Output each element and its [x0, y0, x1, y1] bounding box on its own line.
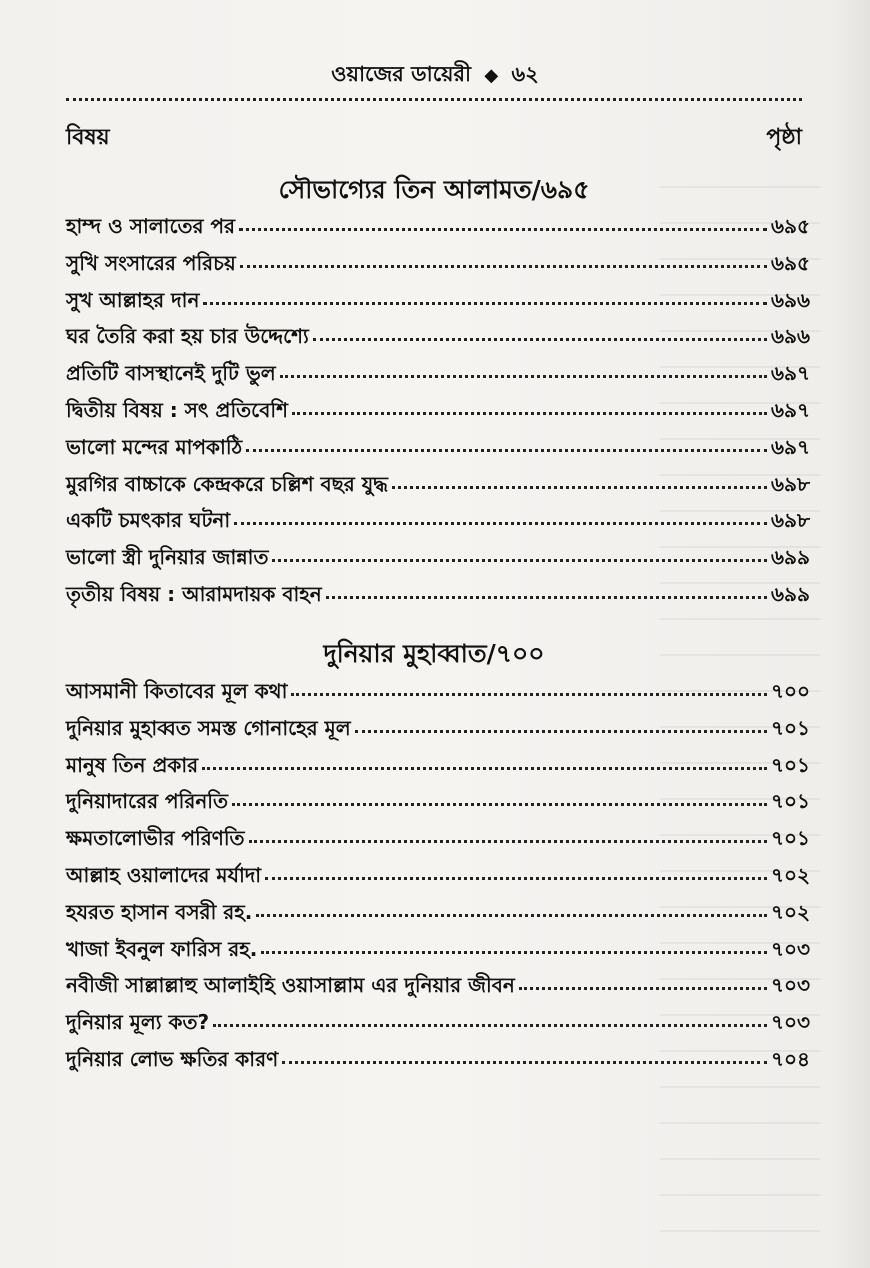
section-title: সৌভাগ্যের তিন আলামত/৬৯৫: [278, 175, 590, 204]
toc-entry: [66, 1045, 810, 1082]
dot-leader: [239, 214, 767, 231]
entry-page-number: ৭০১: [771, 715, 810, 740]
dot-leader: [326, 582, 767, 599]
toc-entry: [66, 971, 810, 1008]
toc-entry: [66, 322, 810, 359]
entry-page-number: ৭০৪: [771, 1046, 810, 1071]
page-number: ৬২: [511, 62, 539, 86]
diamond-icon: ◆: [484, 65, 499, 86]
toc-entry: [66, 861, 810, 898]
entry-page-number: ৭০৩: [770, 973, 810, 998]
entry-title: ভালো স্ত্রী দুনিয়ার জান্নাত: [66, 545, 269, 570]
entry-title: দ্বিতীয় বিষয় : সৎ প্রতিবেশি: [66, 397, 288, 422]
entry-title: আসমানী কিতাবের মূল কথা: [66, 679, 288, 703]
entry-title: দুনিয়াদারের পরিনতি: [66, 789, 229, 814]
toc-entry: [66, 677, 810, 714]
toc-entry: [66, 751, 810, 788]
entry-page-number: ৬৯৮: [771, 471, 810, 496]
entry-title: সুখ আল্লাহর দান: [66, 287, 200, 312]
entry-page-number: ৬৯৫: [771, 214, 810, 238]
entry-page-number: ৭০১: [771, 789, 810, 814]
entry-title: হযরত হাসান বসরী রহ.: [66, 899, 253, 924]
toc-entry: [66, 286, 810, 323]
entry-page-number: ৬৯৭: [771, 397, 810, 422]
entry-page-number: ৬৯৬: [771, 324, 810, 349]
dot-leader: [240, 251, 767, 268]
entry-page-number: ৭০১: [771, 826, 810, 851]
dot-leader: [261, 937, 767, 954]
toc-entry: [66, 212, 810, 249]
toc-entry: [66, 580, 810, 617]
dot-leader: [234, 508, 767, 525]
toc-entry: [66, 935, 810, 972]
dot-leader: [232, 789, 767, 806]
entry-title: নবীজী সাল্লাল্লাহু আলাইহি ওয়াসাল্লাম এর দুনিয়ার জীবন: [66, 973, 515, 998]
toc-entry: [66, 396, 810, 433]
entry-title: মানুষ তিন প্রকার: [66, 752, 199, 777]
section-title: দুনিয়ার মুহাব্বাত/৭০০: [323, 639, 545, 668]
entry-page-number: ৬৯৭: [771, 434, 810, 459]
entry-page-number: ৭০৩: [770, 936, 810, 961]
entry-title: খাজা ইবনুল ফারিস রহ.: [66, 936, 258, 961]
toc-entry: [66, 543, 810, 580]
entry-title: ভালো মন্দের মাপকাঠি: [66, 434, 243, 459]
entry-title: ঘর তৈরি করা হয় চার উদ্দেশ্যে: [66, 324, 309, 349]
dot-leader: [355, 716, 767, 733]
entry-title: তৃতীয় বিষয় : আরামদায়ক বাহন: [66, 581, 322, 606]
dot-leader: [249, 826, 767, 843]
entry-page-number: ৬৯৫: [771, 250, 810, 275]
toc-entry: [66, 714, 810, 751]
running-header: [0, 58, 870, 93]
entry-title: দুনিয়ার মূল্য কত?: [66, 1010, 210, 1035]
dot-leader: [292, 398, 767, 415]
entry-page-number: ৭০০: [770, 679, 810, 703]
dot-leader: [265, 863, 767, 880]
entry-page-number: ৭০১: [771, 752, 810, 777]
entry-title: মুরগির বাচ্চাকে কেন্দ্রকরে চল্লিশ বছর যুদ্ধ: [66, 471, 388, 496]
toc-entry: [66, 433, 810, 470]
entry-page-number: ৭০৩: [770, 1010, 810, 1035]
entry-title: ক্ষমতালোভীর পরিণতি: [66, 826, 245, 851]
entry-page-number: ৭০২: [770, 862, 810, 887]
entry-title: দুনিয়ার মুহাব্বত সমস্ত গোনাহের মূল: [66, 715, 351, 740]
toc-entry: [66, 470, 810, 507]
entry-page-number: ৬৯৮: [771, 508, 810, 533]
book-title: ওয়াজের ডায়েরী: [331, 62, 472, 86]
entry-title: দুনিয়ার লোভ ক্ষতির কারণ: [66, 1046, 279, 1071]
page-edge-shadow: [834, 0, 870, 1268]
entry-title: একটি চমৎকার ঘটনা: [66, 508, 231, 533]
page-heading: পৃষ্ঠা: [766, 125, 802, 150]
dot-leader: [202, 753, 767, 770]
entry-title: সুখি সংসারের পরিচয়: [66, 250, 236, 275]
column-headings: [66, 120, 802, 154]
dot-leader: [313, 324, 767, 341]
entry-page-number: ৭০২: [770, 899, 810, 924]
toc-entry: [66, 824, 810, 861]
entry-page-number: ৬৯৯: [771, 581, 810, 606]
subject-heading: বিষয়: [66, 125, 110, 150]
dot-leader: [282, 1047, 767, 1064]
entry-title: হাম্দ ও সালাতের পর: [66, 214, 236, 238]
toc-entry: [66, 1008, 810, 1045]
dot-leader: [291, 679, 767, 696]
toc-entry: [66, 249, 810, 286]
entry-title: আল্লাহ ওয়ালাদের মর্যাদা: [66, 862, 262, 887]
dot-leader: [213, 1010, 767, 1027]
toc-entry: [66, 359, 810, 396]
dot-leader: [246, 435, 767, 452]
toc-list: [66, 677, 810, 1082]
entry-title: প্রতিটি বাসস্থানেই দুটি ভুল: [66, 361, 276, 386]
toc-entry: [66, 787, 810, 824]
toc-list: [66, 212, 810, 617]
dot-leader: [280, 361, 767, 378]
dot-leader: [272, 545, 767, 562]
dot-leader: [256, 900, 767, 917]
dot-leader: [392, 472, 767, 489]
header-divider: [66, 98, 802, 101]
dot-leader: [203, 288, 767, 305]
entry-page-number: ৬৯৯: [771, 545, 810, 570]
entry-page-number: ৬৯৭: [771, 361, 810, 386]
entry-page-number: ৬৯৬: [771, 287, 810, 312]
toc-entry: [66, 898, 810, 935]
toc-entry: [66, 506, 810, 543]
dot-leader: [519, 973, 767, 990]
